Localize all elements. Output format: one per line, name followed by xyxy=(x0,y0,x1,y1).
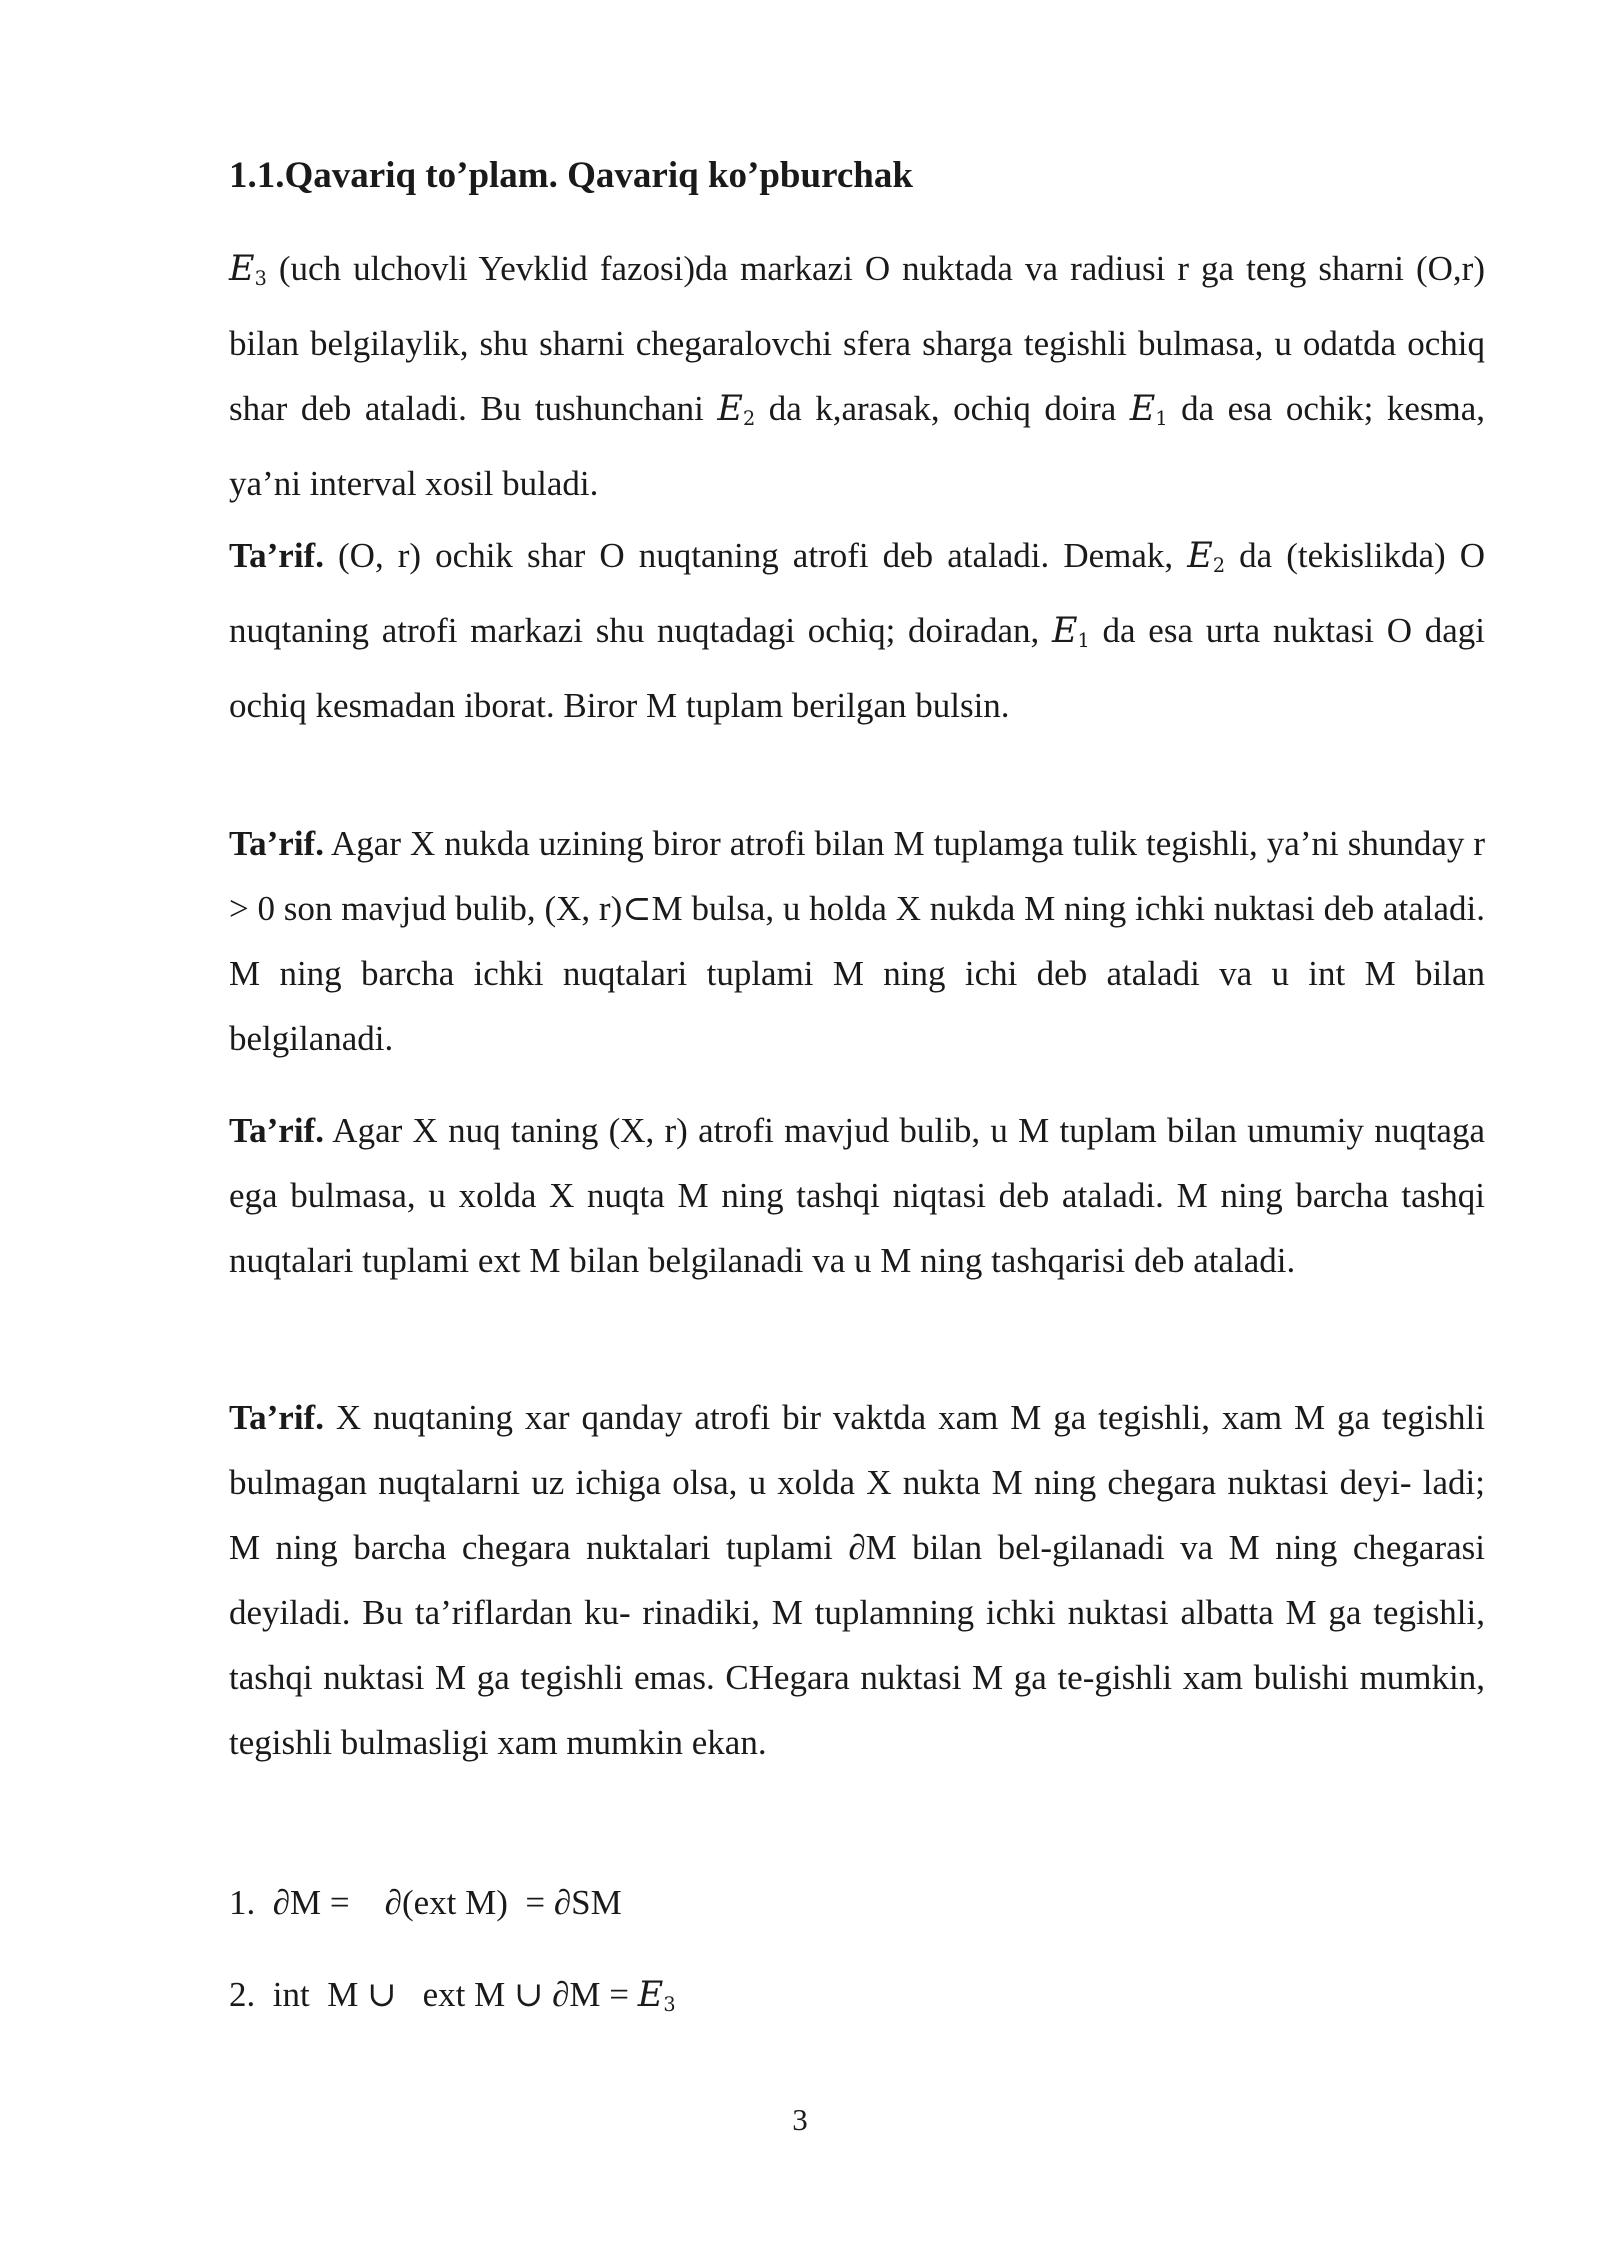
definition-label: Ta’rif. xyxy=(229,824,324,863)
section-heading: 1.1.Qavariq to’plam. Qavariq ko’pburchak xyxy=(229,155,913,196)
definition-label: Ta’rif. xyxy=(229,1111,324,1150)
definition-label: Ta’rif. xyxy=(229,1398,324,1437)
paragraph-intro: $E_3$ (uch ulchovli Yevklid fazosi)da markazi O nuktada va radiusi r ga teng sharni (O,r) bilan belgilaylik, shu sharni chegaralovchi sfera sharga tegishli bulmasa, u odatda ochiq shar deb ataladi. Bu tushunchani $E_2$ da k,arasak, ochiq doira $E_1$ da esa ochik; kesma, ya’ni interval xosil buladi. xyxy=(229,249,1485,503)
math-e3: $E_3$ xyxy=(229,249,267,290)
formula-1: 1. ∂M = ∂(ext M) = ∂SM xyxy=(229,1883,622,1922)
paragraph-definition-neighborhood: Ta’rif. (O, r) ochik shar O nuqtaning atrofi deb ataladi. Demak, $E_2$ da (tekislikda) O nuqtaning atrofi markazi shu nuqtadagi ochiq; doiradan, $E_1$ da esa urta nuktasi O dagi ochiq kesmadan iborat. Biror M tuplam berilgan bulsin. xyxy=(229,536,1486,725)
paragraph-definition-exterior: Ta’rif. Agar X nuq taning (X, r) atrofi mavjud bulib, u M tuplam bilan umumiy nuqtaga ega bulmasa, u xolda X nuqta M ning tashqi niqtasi deb ataladi. M ning barcha tashqi nuqtalari tuplami ext M bilan belgilanadi va u M ning tashqarisi deb ataladi. xyxy=(229,1111,1485,1280)
math-e2: $E_2$ xyxy=(1187,536,1226,577)
page-number: 3 xyxy=(792,2102,808,2137)
paragraph-definition-interior: Ta’rif. Agar X nukda uzining biror atrofi bilan M tuplamga tulik tegishli, ya’ni shunday r > 0 son mavjud bulib, (X, r)⊂M bulsa, u holda X nukda M ning ichki nuktasi deb ataladi. M ning barcha ichki nuqtalari tuplami M ning ichi deb ataladi va u int M bilan belgilanadi. xyxy=(229,824,1485,1058)
math-e3: $E_3$ xyxy=(637,1975,676,2016)
paragraph-definition-boundary: Ta’rif. X nuqtaning xar qanday atrofi bir vaktda xam M ga tegishli, xam M ga tegishli bulmagan nuqtalarni uz ichiga olsa, u xolda X nukta M ning chegara nuktasi deyi- ladi; M ning barcha chegara nuktalari tuplami ∂M bilan bel-gilanadi va M ning chegarasi deyiladi. Bu ta’riflardan ku- rinadiki, M tuplamning ichki nuktasi albatta M ga tegishli, tashqi nuktasi M ga tegishli emas. CHegara nuktasi M ga te-gishli xam bulishi mumkin, tegishli bulmasligi xam mumkin ekan. xyxy=(229,1398,1485,1762)
math-e1: $E_1$ xyxy=(1051,610,1090,652)
math-e1: $E_1$ xyxy=(1129,388,1168,430)
formula-2: 2. int M ∪ ext M ∪ $\partial M = E_3$ xyxy=(229,1975,676,2016)
definition-label: Ta’rif. xyxy=(229,536,324,575)
math-e2: $E_2$ xyxy=(717,388,756,430)
